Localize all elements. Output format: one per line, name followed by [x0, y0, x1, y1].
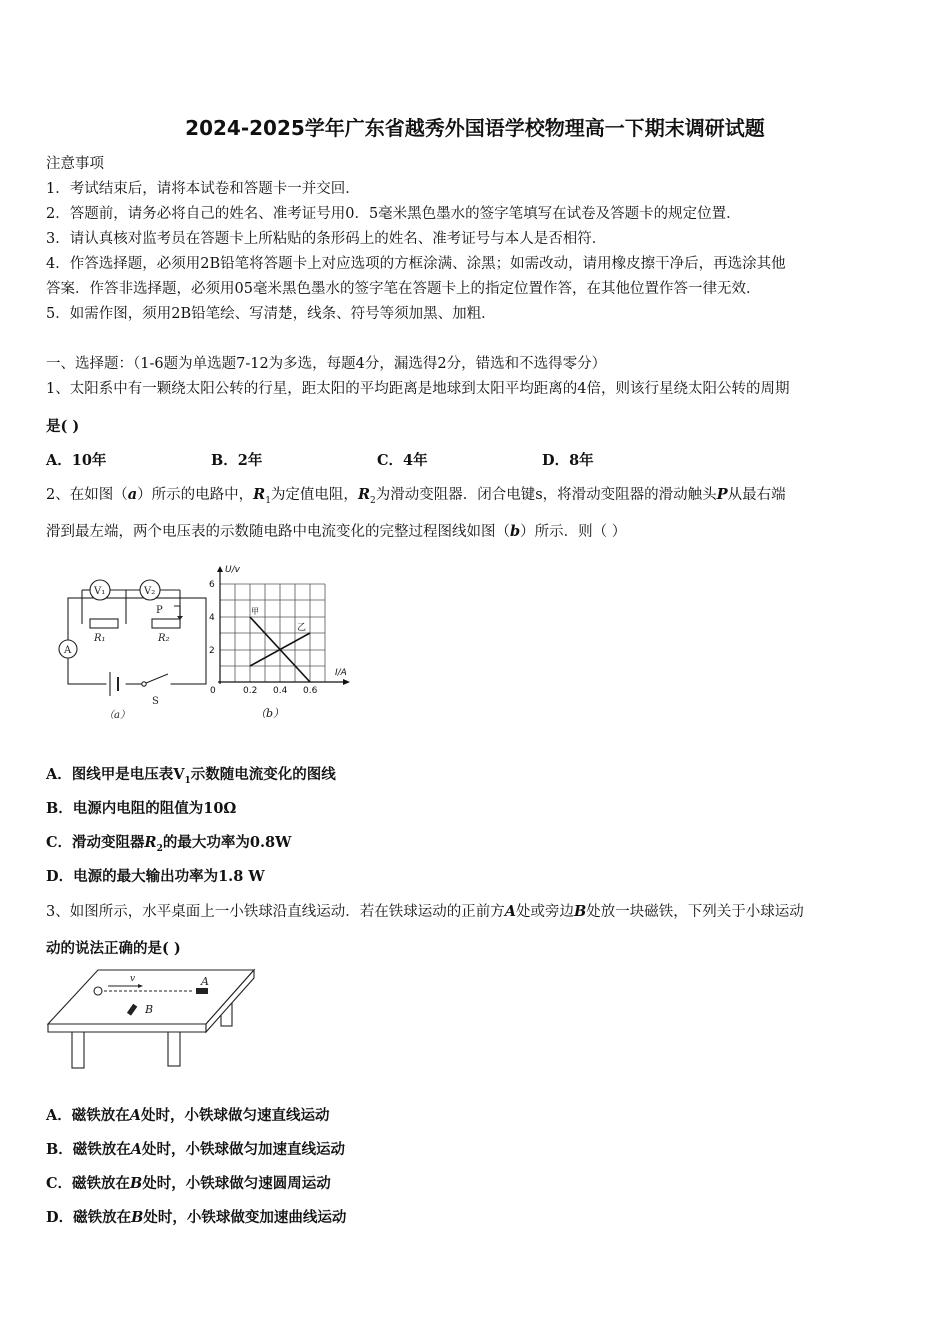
- table-leg-front-left: [72, 1028, 84, 1068]
- r2-label: R₂: [158, 633, 170, 644]
- v1-label: V₁: [94, 586, 106, 597]
- notice-item-4-cont: 答案．作答非选择题，必须用05毫米黑色墨水的签字笔在答题卡上的指定位置作答，在其他位置作答一律无效．: [46, 281, 761, 297]
- q3-stem-cont: 动的说法正确的是( ): [46, 940, 181, 957]
- yi-label: 乙: [297, 623, 307, 633]
- q2-stem-cont: 滑到最左端，两个电压表的示数随电路中电流变化的完整过程图线如图（b）所示．则（ ）: [46, 523, 627, 540]
- table-figure: [46, 966, 266, 1072]
- resistor-r2-symbol: [152, 619, 180, 628]
- velocity-label: v: [130, 974, 136, 984]
- resistor-r1-symbol: [90, 619, 118, 628]
- jia-label: 甲: [251, 607, 259, 616]
- q2-stem: 2、在如图（a）所示的电路中，$R_1$为定值电阻，$R_2$为滑动变阻器．闭合电键s，将滑动变阻器的滑动触头P从最右端: [46, 486, 786, 506]
- notice-item-5: 5．如需作图，须用2B铅笔绘、写清楚，线条、符号等须加黑、加粗．: [46, 306, 496, 322]
- notice-item-3: 3．请认真核对监考员在答题卡上所粘贴的条形码上的姓名、准考证号与本人是否相符．: [46, 231, 607, 247]
- table-front-edge: [48, 1024, 206, 1032]
- ammeter-label: A: [64, 645, 72, 656]
- y-tick-2: 2: [209, 646, 215, 656]
- magnet-a: [196, 988, 208, 994]
- table-leg-front-right: [168, 1028, 180, 1066]
- y-tick-6: 6: [209, 580, 215, 590]
- q2-option-d: D．电源的最大输出功率为1.8 W: [46, 868, 265, 885]
- v2-label: V₂: [144, 586, 156, 597]
- x-tick-0.2: 0.2: [243, 686, 258, 696]
- graph-caption: （b）: [255, 707, 285, 720]
- section-heading: 一、选择题：（1-6题为单选题7-12为多选，每题4分，漏选得2分，错选和不选得零分）: [46, 356, 607, 372]
- notice-item-1: 1．考试结束后，请将本试卷和答题卡一并交回．: [46, 181, 360, 197]
- y-tick-4: 4: [209, 613, 215, 623]
- r1-label: R₁: [94, 633, 106, 644]
- notice-item-4: 4．作答选择题，必须用2B铅笔将答题卡上对应选项的方框涂满、涂黑；如需改动，请用橡皮擦干净后，再选涂其他: [46, 256, 786, 272]
- q3-option-a: A．磁铁放在A处时，小铁球做匀速直线运动: [46, 1107, 330, 1124]
- q1-stem-cont: 是( ): [46, 418, 80, 435]
- point-b-label: B: [145, 1003, 154, 1016]
- q1-option-a: A．10年: [46, 452, 107, 469]
- x-tick-0: 0: [210, 686, 216, 696]
- q1-option-c: C．4年: [377, 452, 428, 469]
- y-axis-label: U/v: [225, 565, 240, 575]
- q1-option-b: B．2年: [211, 452, 263, 469]
- switch-label: S: [152, 696, 159, 707]
- ui-graph: [205, 562, 360, 727]
- x-tick-0.4: 0.4: [273, 686, 288, 696]
- q3-option-c: C．磁铁放在B处时，小铁球做匀速圆周运动: [46, 1175, 331, 1192]
- point-a-label: A: [201, 975, 209, 988]
- switch-pivot: [142, 682, 146, 686]
- slider-p-label: P: [156, 605, 163, 616]
- x-axis-label: I/A: [335, 668, 347, 678]
- page-title: 2024-2025学年广东省越秀外国语学校物理高一下期末调研试题: [185, 116, 765, 140]
- q2-option-a: A．图线甲是电压表$V_1$示数随电流变化的图线: [46, 766, 336, 786]
- q1-stem: 1、太阳系中有一颗绕太阳公转的行星，距太阳的平均距离是地球到太阳平均距离的4倍，则该行星绕太阳公转的周期: [46, 381, 790, 397]
- q3-option-b: B．磁铁放在A处时，小铁球做匀加速直线运动: [46, 1141, 346, 1158]
- circuit-diagram: [52, 570, 212, 725]
- q2-option-c: C．滑动变阻器$R_2$的最大功率为0.8W: [46, 834, 292, 854]
- notice-item-2: 2．答题前，请务必将自己的姓名、准考证号用0．5毫米黑色墨水的签字笔填写在试卷及答题卡的规定位置．: [46, 206, 741, 222]
- circuit-caption: （a）: [104, 710, 130, 721]
- q3-stem: 3、如图所示，水平桌面上一小铁球沿直线运动．若在铁球运动的正前方A处或旁边B处放一块磁铁，下列关于小球运动: [46, 903, 804, 920]
- notice-heading: 注意事项: [46, 156, 104, 172]
- q1-option-d: D．8年: [542, 452, 594, 469]
- circuit-wire-loop: [68, 598, 206, 684]
- iron-ball: [94, 987, 102, 995]
- q3-option-d: D．磁铁放在B处时，小铁球做变加速曲线运动: [46, 1209, 347, 1226]
- x-tick-0.6: 0.6: [303, 686, 318, 696]
- q2-option-b: B．电源内电阻的阻值为10Ω: [46, 800, 237, 817]
